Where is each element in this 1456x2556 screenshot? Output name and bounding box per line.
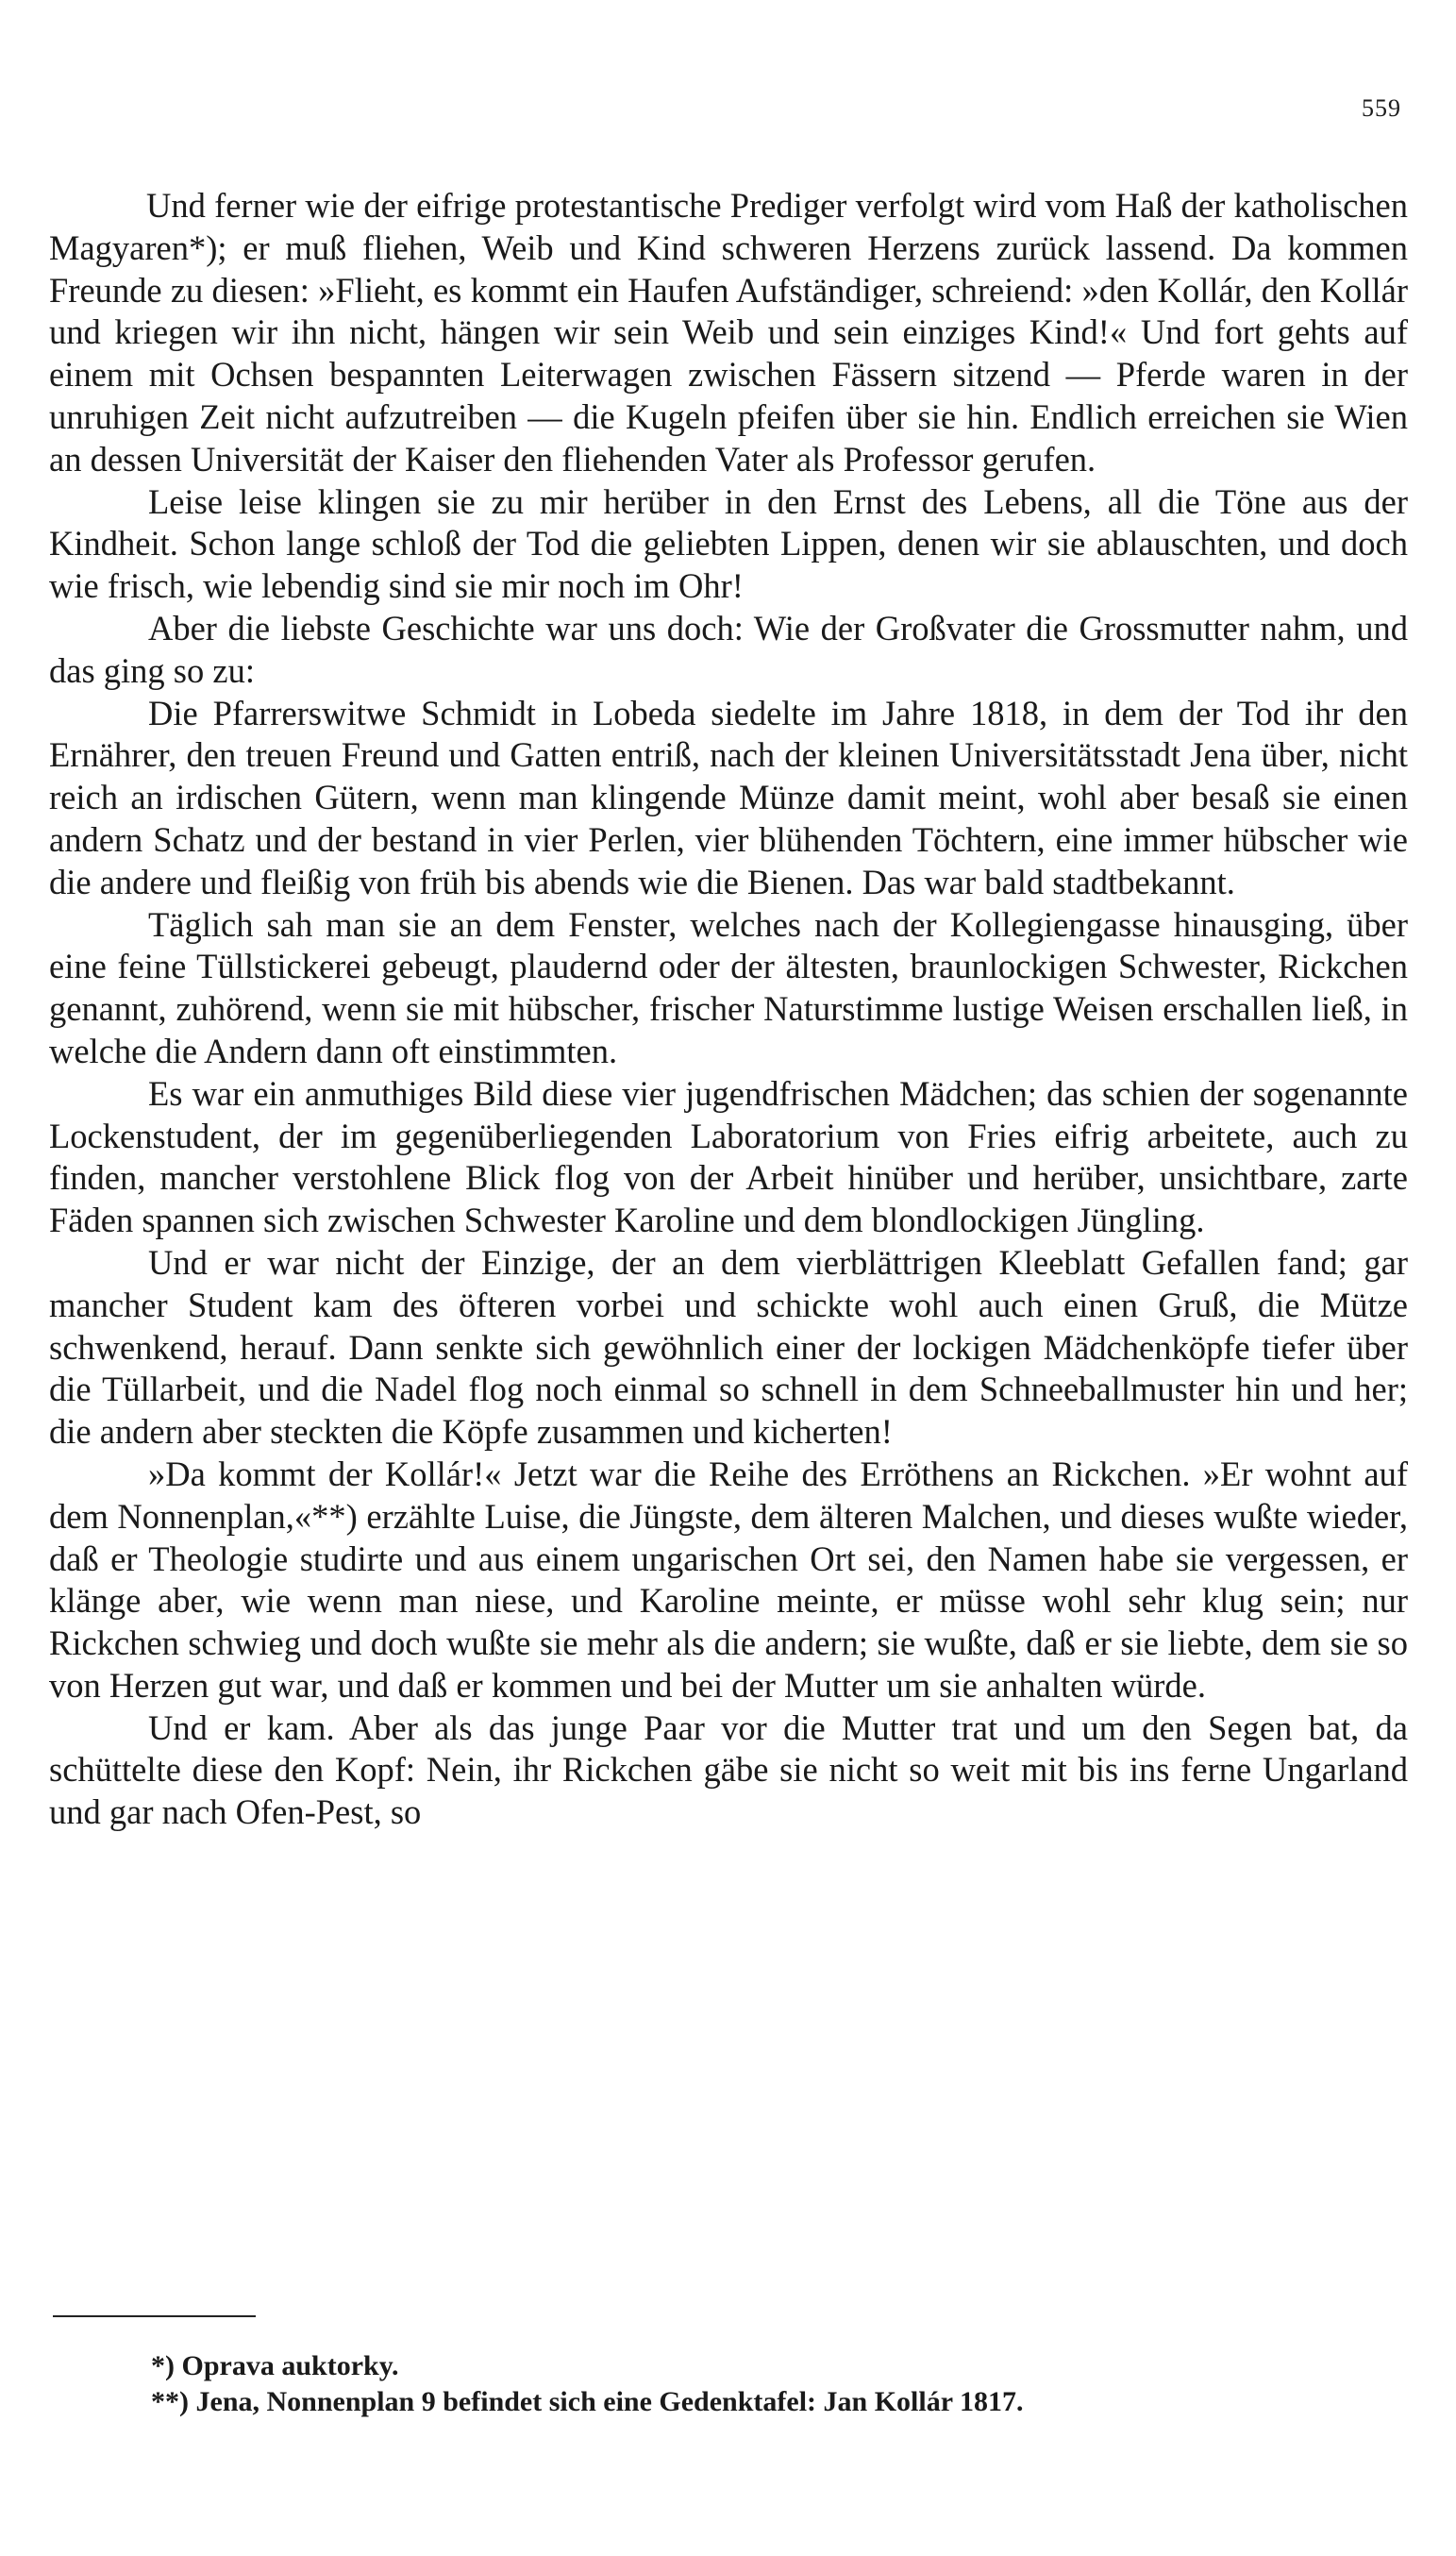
paragraph: Und ferner wie der eifrige protestantische Prediger verfolgt wird vom Haß der katholischen Magyaren*); er muß fliehen, Weib und Kind schweren Herzens zurück lassend. Da kommen Freunde zu diesen: »Flieht, es kommt ein Haufen Aufständiger, schreiend: »den Kollár, den Kollár und kriegen wir ihn nicht, hängen wir sein Weib und sein einziges Kind!« Und fort gehts auf einem mit Ochsen bespannten Leiterwagen zwischen Fässern sitzend — Pferde waren in der unruhigen Zeit nicht aufzutreiben — die Kugeln pfeifen über sie hin. Endlich erreichen sie Wien an dessen Universität der Kaiser den fliehenden Vater als Professor gerufen.	[49, 186, 1408, 479]
footnote-mark: *)	[151, 2350, 175, 2381]
paragraph: Die Pfarrerswitwe Schmidt in Lobeda siedelte im Jahre 1818, in dem der Tod ihr den Ernährer, den treuen Freund und Gatten entriß, nach der kleinen Universitätsstadt Jena über, nicht reich an irdischen Gütern, wenn man klingende Münze damit meint, wohl aber besaß sie einen andern Schatz und der bestand in vier Perlen, vier blühenden Töchtern, eine immer hübscher wie die andere und fleißig von früh bis abends wie die Bienen. Das war bald stadtbekannt.	[49, 693, 1408, 901]
footnote-mark: **)	[151, 2386, 189, 2417]
paragraph: Aber die liebste Geschichte war uns doch: Wie der Großvater die Grossmutter nahm, und das ging so zu:	[49, 608, 1408, 690]
footnotes	[151, 2348, 1378, 2420]
footnote-text: Oprava auktorky.	[181, 2350, 399, 2381]
footnote-text: Jena, Nonnenplan 9 befindet sich eine Gedenktafel: Jan Kollár 1817.	[195, 2386, 1024, 2417]
page-number: 559	[1362, 94, 1401, 122]
footnote	[151, 2384, 1378, 2420]
paragraph: Und er war nicht der Einzige, der an dem vierblättrigen Kleeblatt Gefallen fand; gar mancher Student kam des öfteren vorbei und schickte wohl auch einen Gruß, die Mütze schwenkend, herauf. Dann senkte sich gewöhnlich einer der lockigen Mädchenköpfe tiefer über die Tüllarbeit, und die Nadel flog noch einmal so schnell in dem Schneeballmuster hin und her; die andern aber steckten die Köpfe zusammen und kicherten!	[49, 1242, 1408, 1452]
paragraph: Täglich sah man sie an dem Fenster, welches nach der Kollegiengasse hinausging, über eine feine Tüllstickerei gebeugt, plaudernd oder der ältesten, braunlockigen Schwester, Rickchen genannt, zuhörend, wenn sie mit hübscher, frischer Naturstimme lustige Weisen erschallen ließ, in welche die Andern dann oft einstimmten.	[49, 904, 1408, 1070]
paragraph: »Da kommt der Kollár!« Jetzt war die Reihe des Erröthens an Rickchen. »Er wohnt auf dem Nonnenplan,«**) erzählte Luise, die Jüngste, dem älteren Malchen, und dieses wußte wieder, daß er Theologie studirte und aus einem ungarischen Ort sei, den Namen habe sie vergessen, er klänge aber, wie wenn man niese, und Karoline meinte, er müsse wohl sehr klug sein; nur Rickchen schwieg und doch wußte sie mehr als die andern; sie wußte, daß er sie liebte, dem sie so von Herzen gut war, und daß er kommen und bei der Mutter um sie anhalten würde.	[49, 1454, 1408, 1705]
paragraph: Und er kam. Aber als das junge Paar vor die Mutter trat und um den Segen bat, da schüttelte diese den Kopf: Nein, ihr Rickchen gäbe sie nicht so weit mit bis ins ferne Ungarland und gar nach Ofen-Pest, so	[49, 1707, 1408, 1832]
footnote-divider	[53, 2315, 256, 2317]
body-text	[49, 185, 1408, 1834]
footnote	[151, 2348, 1378, 2384]
paragraph: Es war ein anmuthiges Bild diese vier jugendfrischen Mädchen; das schien der sogenannte Lockenstudent, der im gegenüberliegenden Laboratorium von Fries eifrig arbeitete, auch zu finden, mancher verstohlene Blick flog von der Arbeit hinüber und herüber, unsichtbare, zarte Fäden spannen sich zwischen Schwester Karoline und dem blondlockigen Jüngling.	[49, 1073, 1408, 1240]
paragraph: Leise leise klingen sie zu mir herüber in den Ernst des Lebens, all die Töne aus der Kindheit. Schon lange schloß der Tod die geliebten Lippen, denen wir sie ablauschten, und doch wie frisch, wie lebendig sind sie mir noch im Ohr!	[49, 481, 1408, 606]
